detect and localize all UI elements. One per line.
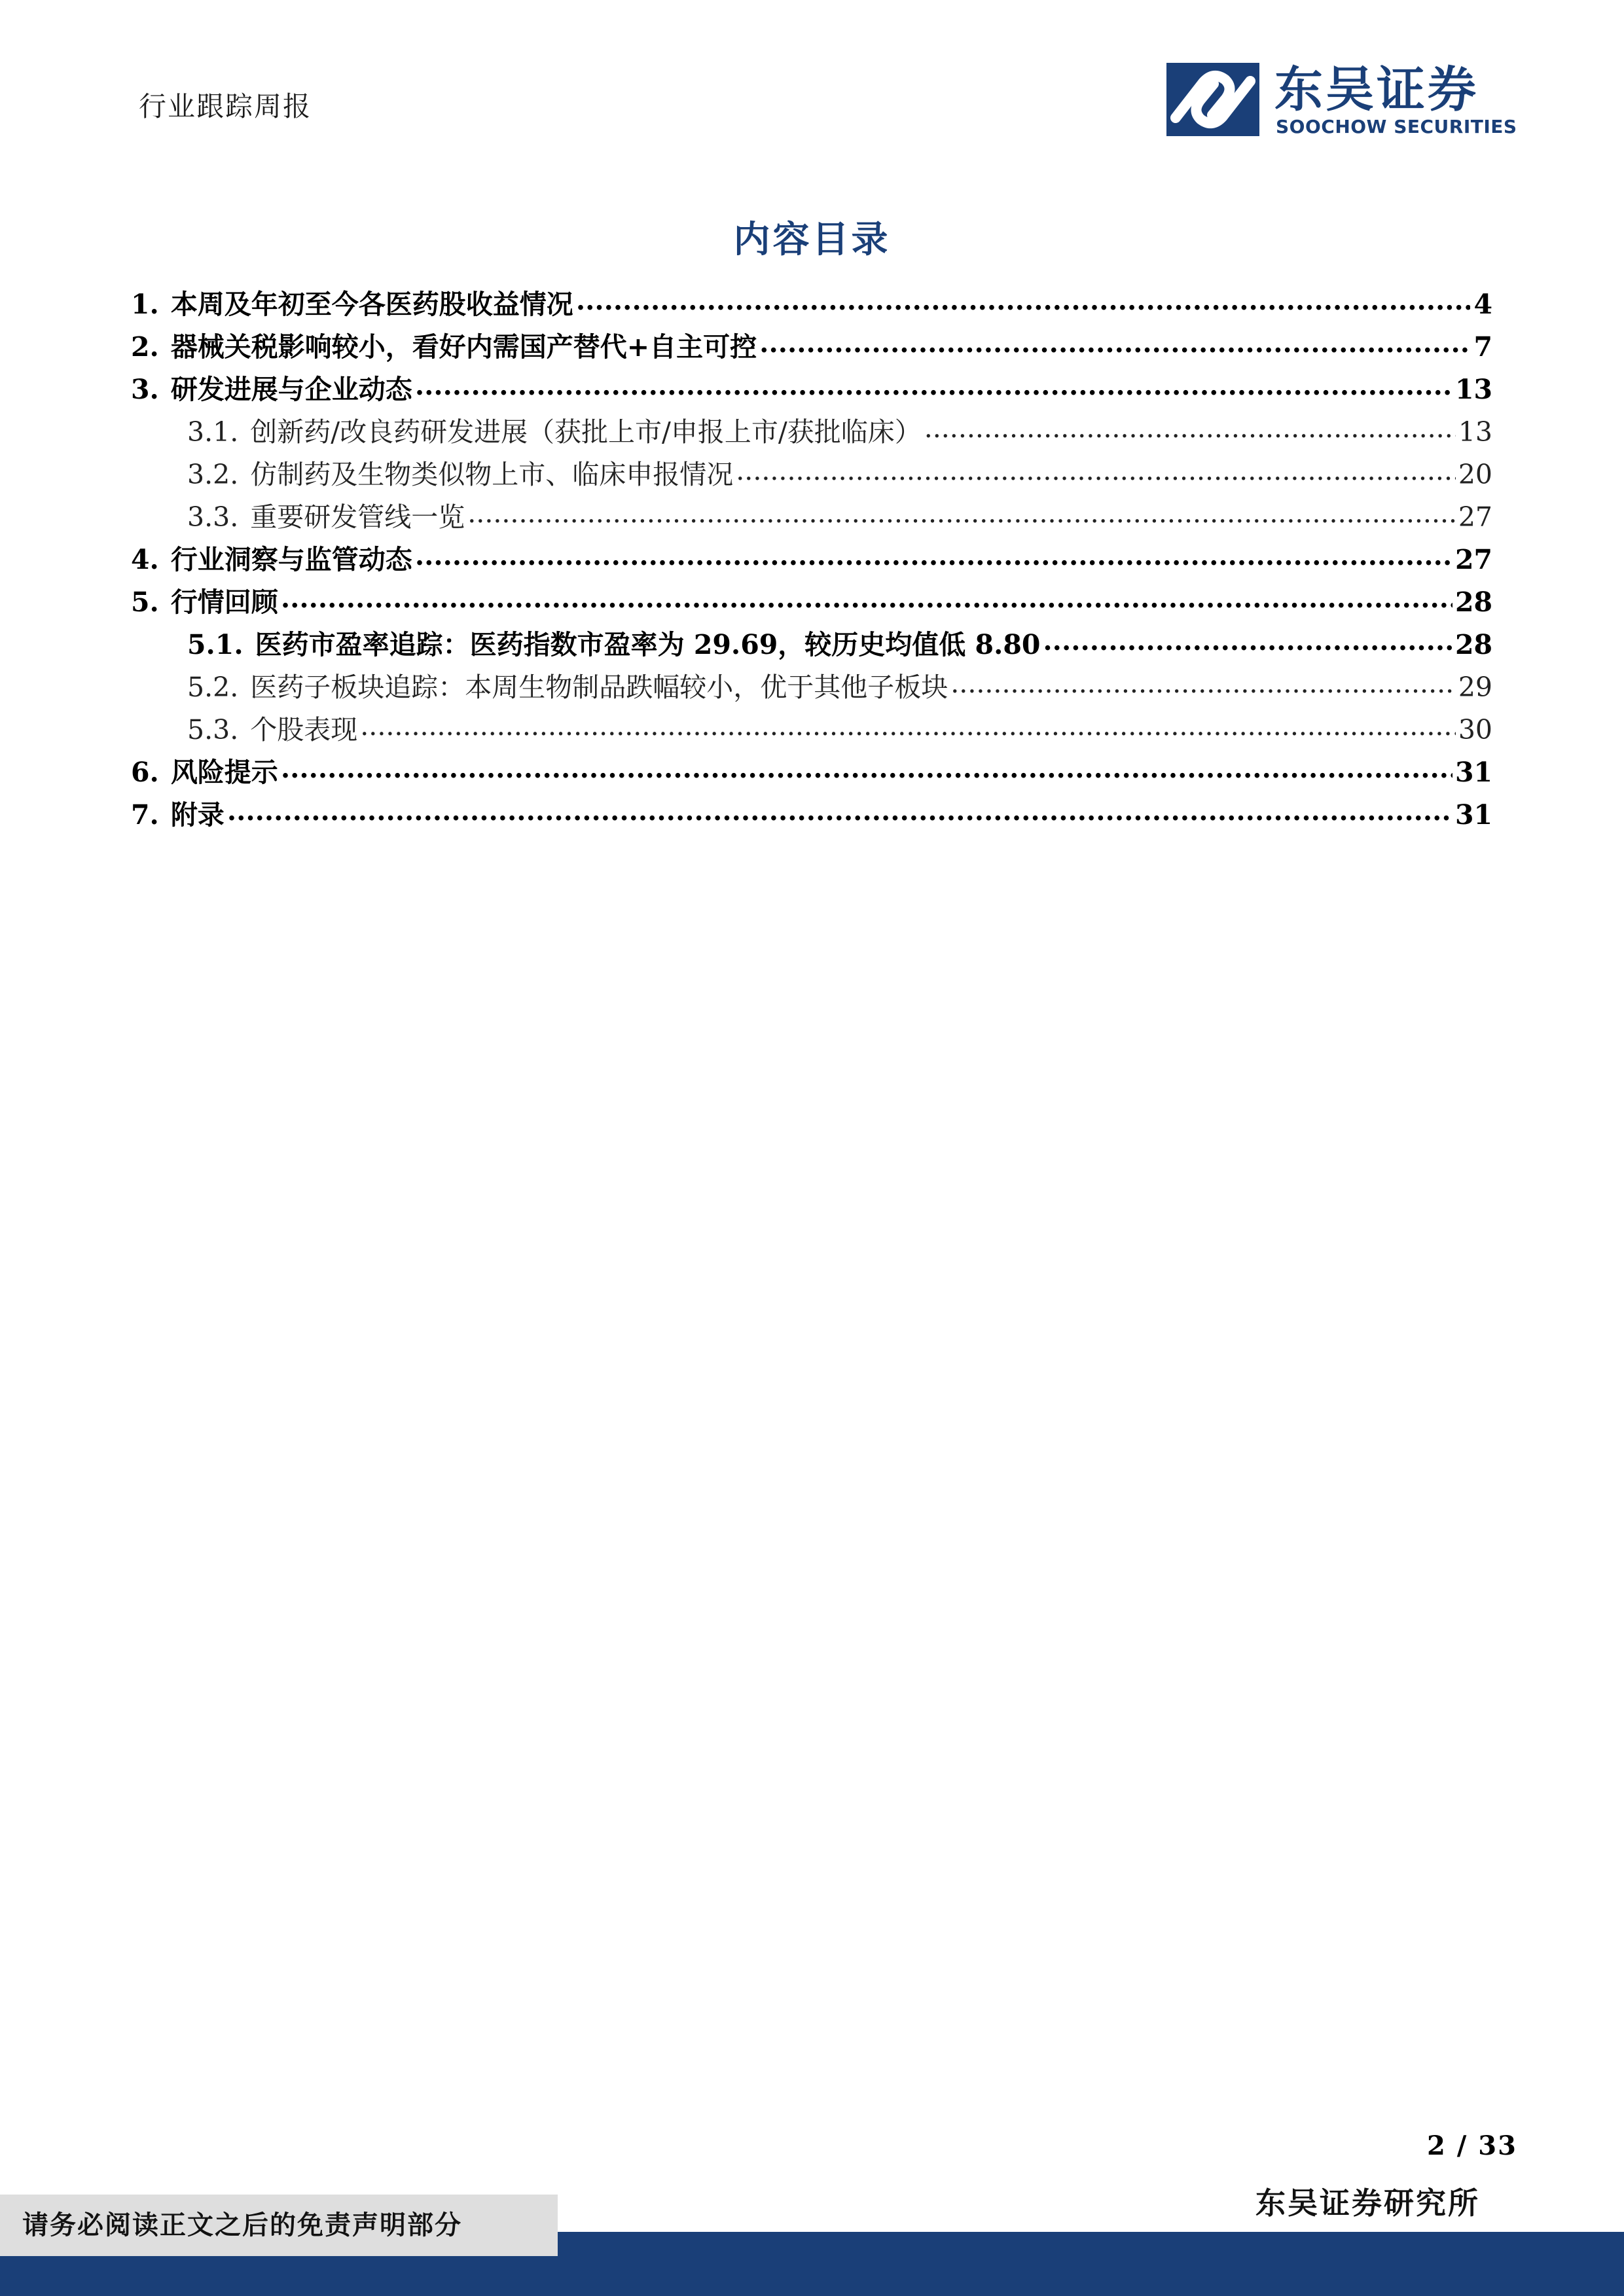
toc-entry-page: 20 [1458, 458, 1492, 490]
toc-dot-leader [759, 331, 1470, 363]
institute-name: 东吴证券研究所 [1255, 2185, 1480, 2221]
toc-entry-number: 1. [131, 288, 159, 320]
toc-entry-title: 行业洞察与监管动态 [170, 543, 412, 575]
toc-entry-title: 附录 [170, 798, 225, 831]
toc-entry[interactable] [131, 283, 1492, 325]
disclaimer-notice: 请务必阅读正文之后的免责声明部分 [0, 2195, 558, 2256]
toc-entry[interactable] [131, 538, 1492, 581]
logo-name-en: SOOCHOW SECURITIES [1276, 116, 1517, 137]
toc-entry[interactable] [131, 453, 1492, 495]
toc-entry-page: 7 [1473, 331, 1492, 363]
toc-entry-page: 30 [1458, 713, 1492, 745]
toc-entry-number: 3.3. [187, 501, 239, 533]
toc-dot-leader [415, 543, 1453, 576]
toc-entry-number: 2. [131, 331, 159, 363]
toc-entry-title: 研发进展与企业动态 [170, 373, 412, 405]
toc-entry-number: 5.2. [187, 671, 239, 703]
toc-dot-leader [576, 288, 1470, 321]
soochow-logo-icon [1166, 63, 1259, 136]
company-logo [1166, 62, 1517, 141]
toc-dot-leader [415, 373, 1453, 406]
toc-entry-number: 3.2. [187, 458, 239, 490]
toc-entry-title: 医药子板块追踪：本周生物制品跌幅较小，优于其他子板块 [250, 671, 948, 703]
toc-dot-leader [1043, 628, 1453, 661]
toc-entry[interactable] [131, 368, 1492, 410]
toc-entry-title: 本周及年初至今各医药股收益情况 [170, 288, 573, 320]
toc-dot-leader [736, 458, 1456, 491]
toc-dot-leader [281, 586, 1453, 619]
toc-entry-title: 个股表现 [250, 713, 358, 745]
toc-dot-leader [950, 671, 1456, 704]
table-of-contents [131, 283, 1492, 836]
logo-name-cn: 东吴证券 [1274, 62, 1479, 118]
toc-entry-page: 27 [1458, 501, 1492, 533]
toc-entry[interactable] [131, 410, 1492, 453]
toc-entry-number: 3.1. [187, 416, 239, 448]
toc-entry-number: 5.3. [187, 713, 239, 745]
toc-entry-page: 28 [1454, 628, 1492, 660]
toc-entry-number: 6. [131, 756, 159, 788]
toc-entry[interactable] [131, 708, 1492, 751]
toc-entry-number: 7. [131, 798, 159, 831]
toc-dot-leader [467, 501, 1456, 533]
toc-dot-leader [924, 416, 1456, 448]
toc-dot-leader [360, 713, 1456, 746]
toc-entry[interactable] [131, 581, 1492, 623]
toc-entry-number: 5. [131, 586, 159, 618]
toc-dot-leader [281, 756, 1453, 789]
toc-entry-page: 4 [1473, 288, 1492, 320]
toc-entry-page: 31 [1454, 756, 1492, 788]
toc-entry-page: 13 [1458, 416, 1492, 448]
toc-entry-title: 创新药/改良药研发进展（获批上市/申报上市/获批临床） [250, 416, 922, 448]
toc-entry-title: 行情回顾 [170, 586, 278, 618]
toc-entry-title: 重要研发管线一览 [250, 501, 465, 533]
toc-entry-title: 器械关税影响较小，看好内需国产替代+自主可控 [170, 331, 757, 363]
toc-entry[interactable] [131, 495, 1492, 538]
toc-entry-number: 5.1. [187, 628, 244, 660]
toc-entry[interactable] [131, 623, 1492, 666]
toc-entry-page: 28 [1454, 586, 1492, 618]
toc-entry[interactable] [131, 751, 1492, 793]
toc-entry-title: 风险提示 [170, 756, 278, 788]
report-type-label: 行业跟踪周报 [139, 90, 312, 122]
toc-entry-page: 13 [1454, 373, 1492, 405]
toc-entry[interactable] [131, 666, 1492, 708]
toc-entry[interactable] [131, 325, 1492, 368]
toc-entry-page: 31 [1454, 798, 1492, 831]
toc-title: 内容目录 [733, 218, 891, 261]
toc-dot-leader [227, 798, 1453, 831]
toc-entry-number: 4. [131, 543, 159, 575]
page-number: 2 / 33 [1427, 2130, 1517, 2161]
toc-entry-number: 3. [131, 373, 159, 405]
toc-entry-title: 医药市盈率追踪：医药指数市盈率为 29.69，较历史均值低 8.80 [255, 628, 1041, 660]
toc-entry-page: 27 [1454, 543, 1492, 575]
toc-entry-page: 29 [1458, 671, 1492, 703]
toc-entry[interactable] [131, 793, 1492, 836]
toc-entry-title: 仿制药及生物类似物上市、临床申报情况 [250, 458, 734, 490]
